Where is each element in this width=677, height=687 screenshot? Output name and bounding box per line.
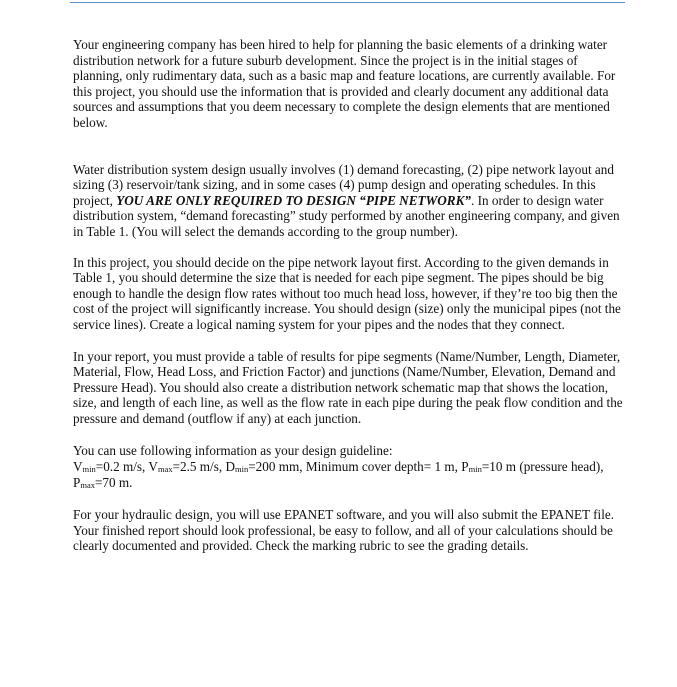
velocity-max-symbol: V — [148, 459, 158, 475]
pressure-min-value: =10 m (pressure head), — [481, 459, 604, 475]
velocity-min-value: =0.2 m/s, — [95, 459, 149, 475]
pressure-max-value: =70 m. — [94, 474, 133, 490]
design-scope-text-start: Water distribution system design usually involves (1) demand forecasting, (2) pipe network layout and sizing (3) reservoir/tank sizing, and in some cases (4) pump design and operating schedules. In this project, — [73, 161, 614, 208]
velocity-min-subscript: min — [82, 464, 96, 475]
paragraph-epanet-submission: For your hydraulic design, you will use EPANET software, and you will also submit the EPANET file. Your finished report should look professional, be easy to follow, and all of your calculations should be clearly documented and provided. Check the marking rubric to see the grading details. — [73, 507, 615, 554]
header-divider — [70, 2, 625, 3]
required-scope-emphasis: YOU ARE ONLY REQUIRED TO DESIGN “PIPE NETWORK” — [116, 192, 471, 208]
paragraph-design-guidelines — [73, 443, 625, 490]
diameter-min-value: =200 mm, Minimum cover depth= 1 m, — [248, 459, 462, 475]
velocity-min-symbol: V — [73, 459, 83, 475]
velocity-max-value: =2.5 m/s, — [172, 459, 226, 475]
paragraph-design-scope — [73, 162, 625, 240]
paragraph-intro: Your engineering company has been hired to help for planning the basic elements of a drinking water distribution network for a future suburb development. Since the project is in the initial stages of planning, only rudimentary data, such as a basic map and feature locations, are currently available. For this project, you should use the information that is provided and clearly document any additional data sources and assumptions that you deem necessary to complete the design elements that are mentioned below. — [73, 37, 616, 130]
document-page — [73, 37, 625, 554]
paragraph-network-layout: In this project, you should decide on the pipe network layout first. According to the given demands in Table 1, you should determine the size that is needed for each pipe segment. The pipes should be big enough to handle the design flow rates without too much head loss, however, if they’re too big then the cost of the project will significantly increase. You should design (size) only the municipal pipes (not the service lines). Create a logical naming system for your pipes and the nodes that they connect. — [73, 254, 621, 332]
diameter-min-subscript: min — [234, 464, 249, 475]
diameter-min-symbol: D — [225, 459, 235, 475]
design-scope-text-end: . In order to design water distribution system, “demand forecasting” study performed by another engineering company, and given in Table 1. (You will select the demands according to the group number). — [73, 192, 620, 239]
paragraph-report-requirements: In your report, you must provide a table of results for pipe segments (Name/Number, Length, Diameter, Material, Flow, Head Loss, and Friction Factor) and junctions (Name/Number, Elevation, Demand and Pressure Head). You should also create a distribution network schematic map that shows the location, size, and length of each line, as well as the flow rate in each pipe during the peak flow condition and the pressure and demand (outflow if any) at each junction. — [73, 348, 623, 426]
pressure-max-subscript: max — [80, 479, 95, 490]
guideline-intro: You can use following information as your design guideline: — [73, 443, 393, 459]
velocity-max-subscript: max — [157, 464, 173, 475]
pressure-min-subscript: min — [468, 464, 482, 475]
pressure-min-symbol: P — [461, 459, 469, 475]
pressure-max-symbol: P — [73, 474, 81, 490]
